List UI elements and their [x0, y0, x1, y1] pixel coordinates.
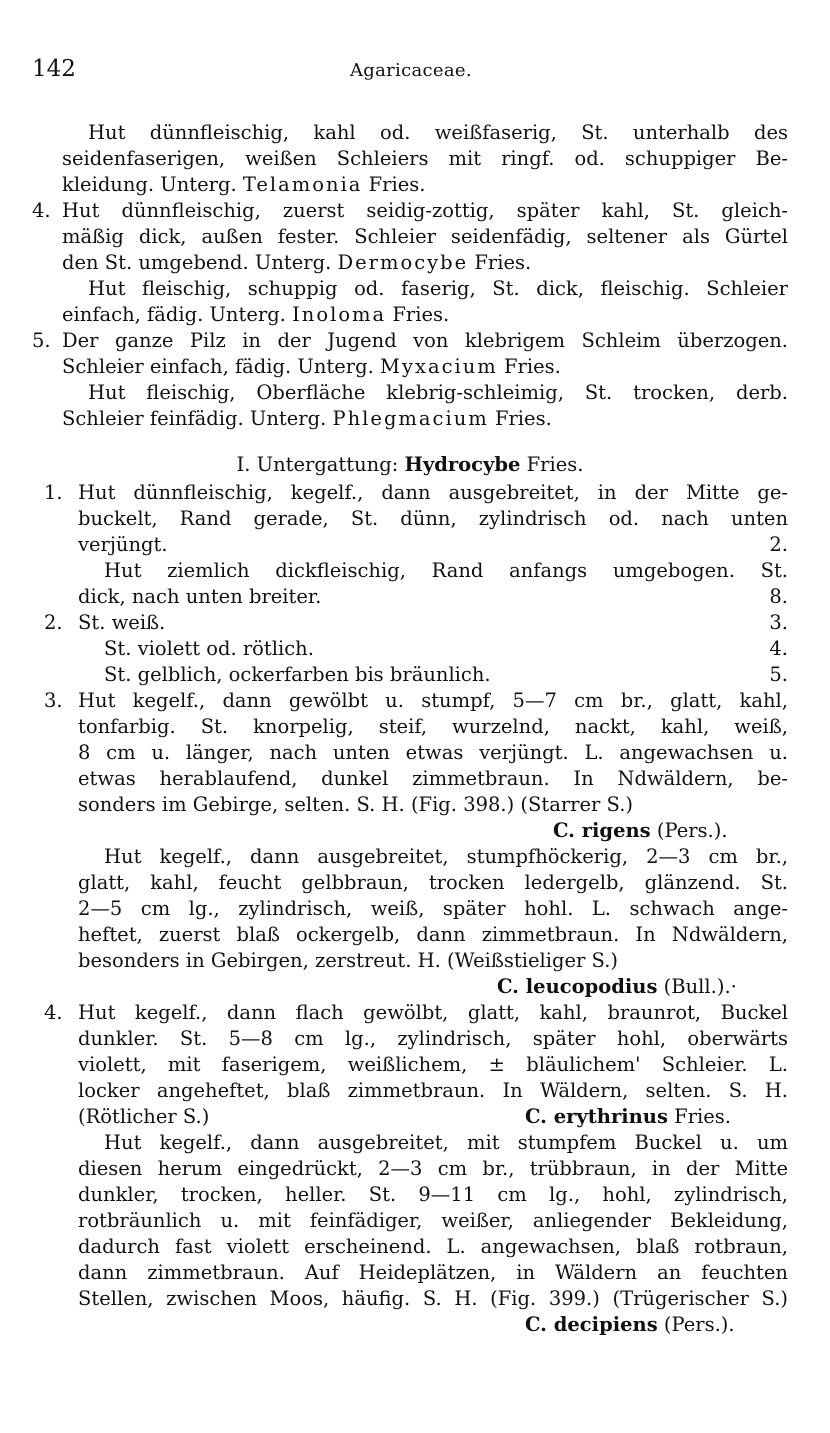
key-number: 3.	[44, 689, 63, 712]
key-reference: 8.	[769, 585, 788, 608]
text-line: dunkler. St. 5—8 cm lg., zylindrisch, später hohl, oberwärts	[78, 1027, 788, 1050]
text-line: dann zimmetbraun. Auf Heideplätzen, in Wäldern an feuchten	[78, 1261, 788, 1284]
text-line: einfach, fädig. Unterg. Inoloma Fries.	[62, 303, 450, 326]
text-line: tonfarbig. St. knorpelig, steif, wurzelnd, nackt, kahl, weiß,	[78, 715, 788, 738]
text-line: Hut kegelf., dann ausgebreitet, mit stumpfem Buckel u. um	[104, 1131, 788, 1154]
text-line: Hut fleischig, Oberfläche klebrig-schleimig, St. trocken, derb.	[88, 381, 788, 404]
page-number: 142	[32, 56, 76, 82]
text-line: Hut dünnfleischig, kegelf., dann ausgebreitet, in der Mitte ge-	[78, 481, 788, 504]
key-number: 4.	[44, 1001, 63, 1024]
text-line: Hut ziemlich dickfleischig, Rand anfangs umgebogen. St.	[104, 559, 788, 582]
text-line: Hut kegelf., dann flach gewölbt, glatt, kahl, braunrot, Buckel	[78, 1001, 788, 1024]
text-line: dadurch fast violett erscheinend. L. angewachsen, blaß rotbraun,	[78, 1235, 788, 1258]
text-line: Hut dünnfleischig, kahl od. weißfaserig, St. unterhalb des	[88, 121, 788, 144]
text-line: Hut fleischig, schuppig od. faserig, St. dick, fleischig. Schleier	[88, 277, 788, 300]
text-line: sonders im Gebirge, selten. S. H. (Fig. 398.) (Starrer S.)	[78, 793, 634, 816]
text-line: St. weiß.	[78, 611, 166, 634]
text-line: (Rötlicher S.)	[78, 1105, 210, 1128]
key-reference: 2.	[769, 533, 788, 556]
text-line: dick, nach unten breiter.	[78, 585, 322, 608]
text-line: violett, mit faserigem, weißlichem, ± bläulichem' Schleier. L.	[78, 1053, 788, 1076]
text-line: seidenfaserigen, weißen Schleiers mit ringf. od. schuppiger Be-	[62, 147, 788, 170]
species-name: C. rigens (Pers.).	[553, 819, 728, 842]
taxon-name: Inoloma	[292, 303, 387, 326]
text-line: kleidung. Unterg. Telamonia Fries.	[62, 173, 426, 196]
key-number: 2.	[44, 611, 63, 634]
text-line: den St. umgebend. Unterg. Dermocybe Fries.	[62, 251, 532, 274]
key-number: 4.	[32, 199, 51, 222]
species-name: C. erythrinus Fries.	[525, 1105, 732, 1128]
text-line: diesen herum eingedrückt, 2—3 cm br., trübbraun, in der Mitte	[78, 1157, 788, 1180]
section-heading: I. Untergattung: Hydrocybe Fries.	[236, 453, 584, 476]
text-line: Stellen, zwischen Moos, häufig. S. H. (Fig. 399.) (Trügerischer S.)	[78, 1287, 788, 1310]
subgenus-name: Hydrocybe	[404, 453, 521, 476]
text-line: Schleier einfach, fädig. Unterg. Myxacium Fries.	[62, 355, 561, 378]
text-line: Hut kegelf., dann ausgebreitet, stumpfhöckerig, 2—3 cm br.,	[104, 845, 788, 868]
species-name: C. leucopodius (Bull.).·	[497, 975, 737, 998]
key-reference: 3.	[769, 611, 788, 634]
text-line: rotbräunlich u. mit feinfädiger, weißer, anliegender Bekleidung,	[78, 1209, 788, 1232]
text-line: glatt, kahl, feucht gelbbraun, trocken ledergelb, glänzend. St.	[78, 871, 788, 894]
text-line: heftet, zuerst blaß ockergelb, dann zimmetbraun. In Ndwäldern,	[78, 923, 788, 946]
text-line: St. violett od. rötlich.	[104, 637, 314, 660]
running-title: Agaricaceae.	[350, 60, 472, 81]
taxon-name: Dermocybe	[337, 251, 469, 274]
page-header	[32, 56, 790, 88]
text-line: verjüngt.	[78, 533, 168, 556]
key-number: 1.	[44, 481, 63, 504]
text-line: Hut dünnfleischig, zuerst seidig-zottig, später kahl, St. gleich-	[62, 199, 788, 222]
text-line: mäßig dick, außen fester. Schleier seidenfädig, seltener als Gürtel	[62, 225, 788, 248]
text-line: besonders in Gebirgen, zerstreut. H. (Weißstieliger S.)	[78, 949, 619, 972]
text-line: Der ganze Pilz in der Jugend von klebrigem Schleim überzogen.	[62, 329, 788, 352]
taxon-name: Phlegmacium	[332, 407, 489, 430]
text-line: etwas herablaufend, dunkel zimmetbraun. In Ndwäldern, be-	[78, 767, 788, 790]
key-number: 5.	[32, 329, 51, 352]
text-line: Schleier feinfädig. Unterg. Phlegmacium Fries.	[62, 407, 552, 430]
text-line: 8 cm u. länger, nach unten etwas verjüngt. L. angewachsen u.	[78, 741, 788, 764]
text-line: Hut kegelf., dann gewölbt u. stumpf, 5—7 cm br., glatt, kahl,	[78, 689, 788, 712]
text-line: dunkler, trocken, heller. St. 9—11 cm lg., hohl, zylindrisch,	[78, 1183, 788, 1206]
taxon-name: Myxacium	[379, 355, 498, 378]
taxon-name: Telamonia	[242, 173, 363, 196]
text-line: buckelt, Rand gerade, St. dünn, zylindrisch od. nach unten	[78, 507, 788, 530]
species-name: C. decipiens (Pers.).	[525, 1313, 735, 1336]
key-reference: 5.	[769, 663, 788, 686]
text-line: St. gelblich, ockerfarben bis bräunlich.	[104, 663, 491, 686]
text-line: 2—5 cm lg., zylindrisch, weiß, später hohl. L. schwach ange-	[78, 897, 788, 920]
key-reference: 4.	[769, 637, 788, 660]
text-line: locker angeheftet, blaß zimmetbraun. In Wäldern, selten. S. H.	[78, 1079, 788, 1102]
